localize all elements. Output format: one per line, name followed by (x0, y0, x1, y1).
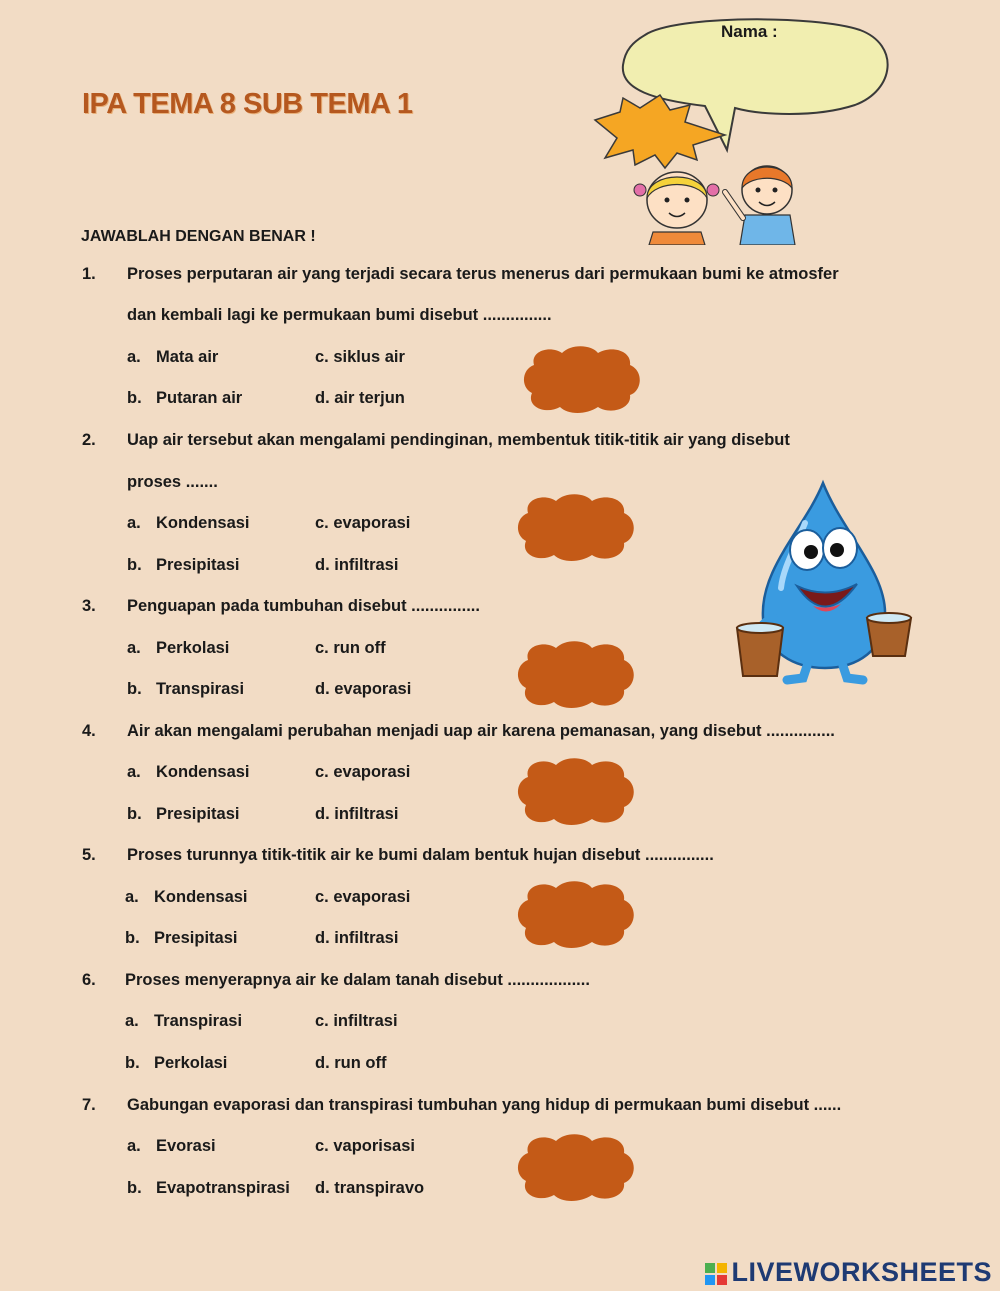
option-b: b. Presipitasi (127, 556, 240, 574)
option-a: a. Transpirasi (125, 1012, 243, 1030)
option-a: a. Kondensasi (127, 763, 250, 781)
liveworksheets-logo (705, 1257, 992, 1288)
question-number: 5. (82, 846, 96, 864)
option-c: c. vaporisasi (315, 1137, 415, 1155)
option-d: d. infiltrasi (315, 805, 399, 823)
instruction: JAWABLAH DENGAN BENAR ! (81, 228, 316, 245)
option-d: d. transpiravo (315, 1179, 425, 1197)
option-b: b. Putaran air (127, 389, 243, 407)
option-d: d. run off (315, 1054, 387, 1072)
question-number: 1. (82, 265, 96, 283)
option-b: b. Evapotranspirasi (127, 1179, 290, 1197)
option-a: a. Evorasi (127, 1137, 216, 1155)
question-number: 7. (82, 1096, 96, 1114)
option-b: b. Presipitasi (127, 805, 240, 823)
option-c: c. siklus air (315, 348, 405, 366)
kids-illustration (585, 10, 905, 245)
option-a: a. Kondensasi (125, 888, 248, 906)
option-d: d. infiltrasi (315, 929, 399, 947)
question-text: Proses perputaran air yang terjadi secara terus menerus dari permukaan bumi ke atmosfer (127, 265, 839, 283)
option-d: d. infiltrasi (315, 556, 399, 574)
option-d: d. air terjun (315, 389, 405, 407)
question-text: proses ....... (127, 473, 218, 491)
option-b: b. Perkolasi (125, 1054, 228, 1072)
option-a: a. Mata air (127, 348, 219, 366)
question-text: dan kembali lagi ke permukaan bumi disebut ............... (127, 306, 552, 324)
option-a: a. Perkolasi (127, 639, 230, 657)
question-number: 6. (82, 971, 96, 989)
logo-icon (705, 1263, 727, 1285)
option-c: c. infiltrasi (315, 1012, 398, 1030)
answer-box-3[interactable] (514, 638, 638, 710)
name-label: Nama : (721, 22, 778, 41)
boy-figure (725, 166, 795, 245)
option-c: c. run off (315, 639, 386, 657)
answer-box-2[interactable] (514, 491, 638, 563)
option-c: c. evaporasi (315, 888, 411, 906)
option-b: b. Presipitasi (125, 929, 238, 947)
option-a: a. Kondensasi (127, 514, 250, 532)
question-text: Penguapan pada tumbuhan disebut ............... (127, 597, 480, 615)
question-number: 2. (82, 431, 96, 449)
option-d: d. evaporasi (315, 680, 412, 698)
girl-figure (634, 172, 719, 245)
question-text: Gabungan evaporasi dan transpirasi tumbuhan yang hidup di permukaan bumi disebut ...... (127, 1096, 842, 1114)
answer-box-7[interactable] (514, 1131, 638, 1203)
option-b: b. Transpirasi (127, 680, 245, 698)
water-drop-mascot (735, 478, 915, 688)
option-c: c. evaporasi (315, 763, 411, 781)
logo-text: LIVEWORKSHEETS (731, 1257, 992, 1287)
answer-box-1[interactable] (520, 343, 644, 415)
question-text: Uap air tersebut akan mengalami pendinginan, membentuk titik-titik air yang disebut (127, 431, 790, 449)
answer-box-4[interactable] (514, 755, 638, 827)
question-number: 4. (82, 722, 96, 740)
answer-box-5[interactable] (514, 878, 638, 950)
option-c: c. evaporasi (315, 514, 411, 532)
question-text: Air akan mengalami perubahan menjadi uap air karena pemanasan, yang disebut ............... (127, 722, 835, 740)
question-number: 3. (82, 597, 96, 615)
page-title: IPA TEMA 8 SUB TEMA 1 (82, 88, 413, 120)
question-text: Proses menyerapnya air ke dalam tanah disebut .................. (125, 971, 590, 989)
question-text: Proses turunnya titik-titik air ke bumi dalam bentuk hujan disebut ............... (127, 846, 714, 864)
